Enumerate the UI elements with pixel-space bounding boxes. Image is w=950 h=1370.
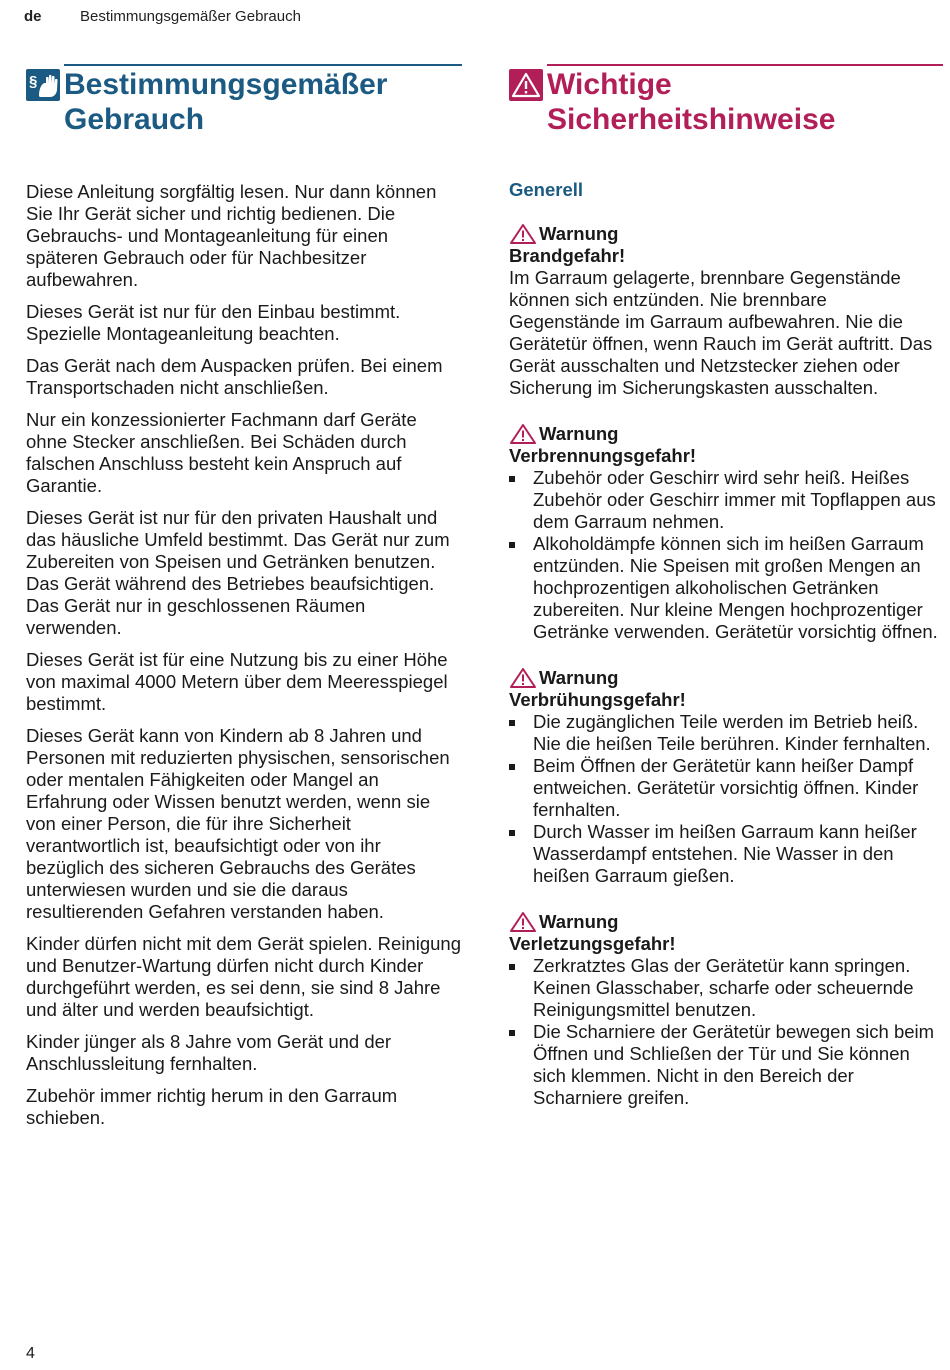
paragraph: Zubehör immer richtig herum in den Garraum schieben. — [26, 1085, 398, 1128]
safety-column — [509, 64, 943, 1109]
intended-use-heading — [26, 67, 462, 137]
hazard-label: Brandgefahr! — [509, 245, 626, 266]
warning-bullet-list — [509, 955, 943, 1109]
paragraph: Diese Anleitung sorgfältig lesen. Nur dann können Sie Ihr Gerät sicher und richtig bedienen. Die Gebrauchs- und Montageanleitung für einen späteren Gebrauch oder für Nachbesitzer aufbewahren. — [26, 181, 437, 290]
hazard-label: Verbrennungsgefahr! — [509, 445, 697, 466]
list-item: Die zugänglichen Teile werden im Betrieb heiß. Nie die heißen Teile berühren. Kinder fernhalten. — [509, 711, 943, 755]
language-label: de — [24, 8, 42, 25]
hazard-label: Verbrühungsgefahr! — [509, 689, 686, 710]
page-number: 4 — [26, 1345, 35, 1362]
general-subheading: Generell — [509, 179, 584, 200]
intended-use-title: Bestimmungsgemäßer Gebrauch — [64, 68, 388, 136]
paragraph: Nur ein konzessionierter Fachmann darf Geräte ohne Stecker anschließen. Bei Schäden durch falschen Anschluss besteht kein Anspruch auf Garantie. — [26, 409, 417, 496]
warning-triangle-icon — [509, 69, 543, 101]
warning-block-injury — [509, 911, 943, 1109]
safety-heading — [509, 67, 943, 137]
warning-block-fire — [509, 223, 943, 399]
heading-rule — [547, 64, 943, 66]
safety-title: Wichtige Sicherheitshinweise — [547, 68, 836, 136]
warning-block-scald — [509, 667, 943, 887]
list-item: Durch Wasser im heißen Garraum kann heißer Wasserdampf entstehen. Nie Wasser in den heißen Garraum gießen. — [509, 821, 943, 887]
paragraph-hand-icon — [26, 69, 60, 101]
list-item: Zubehör oder Geschirr wird sehr heiß. Heißes Zubehör oder Geschirr immer mit Topflappen aus dem Garraum nehmen. — [509, 467, 943, 533]
hazard-label: Verletzungsgefahr! — [509, 933, 676, 954]
warning-title: Warnung — [509, 911, 943, 933]
paragraph: Dieses Gerät kann von Kindern ab 8 Jahren und Personen mit reduzierten physischen, sensorischen oder mentalen Fähigkeiten oder Mangel an Erfahrung oder Wissen benutzt werden, wenn sie von einer Person, die für ihre Sicherheit verantwortlich ist, beaufsichtigt oder von ihr bezüglich des sicheren Gebrauchs des Gerätes unterwiesen wurden und sie die daraus resultierenden Gefahren verstanden haben. — [26, 725, 450, 922]
warning-triangle-icon — [509, 667, 537, 689]
page-header — [24, 8, 301, 25]
warning-title: Warnung — [509, 423, 943, 445]
warning-bullet-list — [509, 711, 943, 887]
heading-rule — [64, 64, 462, 66]
paragraph: Kinder jünger als 8 Jahre vom Gerät und der Anschlussleitung fernhalten. — [26, 1031, 392, 1074]
paragraph: Dieses Gerät ist nur für den Einbau bestimmt. Spezielle Montageanleitung beachten. — [26, 301, 401, 344]
paragraph: Kinder dürfen nicht mit dem Gerät spielen. Reinigung und Benutzer-Wartung dürfen nicht durch Kinder durchgeführt werden, es sei denn, sie sind 8 Jahre und älter und werden beaufsichtigt. — [26, 933, 461, 1020]
paragraph: Dieses Gerät ist für eine Nutzung bis zu einer Höhe von maximal 4000 Metern über dem Meeresspiegel bestimmt. — [26, 649, 448, 714]
warning-triangle-icon — [509, 223, 537, 245]
paragraph: Das Gerät nach dem Auspacken prüfen. Bei einem Transportschaden nicht anschließen. — [26, 355, 443, 398]
warning-title: Warnung — [509, 667, 943, 689]
list-item: Beim Öffnen der Gerätetür kann heißer Dampf entweichen. Gerätetür vorsichtig öffnen. Kinder fernhalten. — [509, 755, 943, 821]
warning-triangle-icon — [509, 423, 537, 445]
list-item: Die Scharniere der Gerätetür bewegen sich beim Öffnen und Schließen der Tür und Sie können sich klemmen. Nicht in den Bereich der Scharniere greifen. — [509, 1021, 943, 1109]
paragraph: Dieses Gerät ist nur für den privaten Haushalt und das häusliche Umfeld bestimmt. Das Gerät nur zum Zubereiten von Speisen und Getränken benutzen. Das Gerät während des Betriebes beaufsichtigen. Das Gerät nur in geschlossenen Räumen verwenden. — [26, 507, 450, 638]
warning-text: Im Garraum gelagerte, brennbare Gegenstände können sich entzünden. Nie brennbare Gegenstände im Garraum aufbewahren. Nie die Gerätetür öffnen, wenn Rauch im Gerät auftritt. Das Gerät ausschalten und Netzstecker ziehen oder Sicherung im Sicherungskasten ausschalten. — [509, 267, 933, 398]
warning-title: Warnung — [509, 223, 943, 245]
warning-block-burn — [509, 423, 943, 643]
list-item: Alkoholdämpfe können sich im heißen Garraum entzünden. Nie Speisen mit großen Mengen an hochprozentigen alkoholischen Getränken zubereiten. Nur kleine Mengen hochprozentiger Getränke verwenden. Gerätetür vorsichtig öffnen. — [509, 533, 943, 643]
list-item: Zerkratztes Glas der Gerätetür kann springen. Keinen Glasschaber, scharfe oder scheuernde Reinigungsmittel benutzen. — [509, 955, 943, 1021]
svg-text:§: § — [29, 73, 38, 90]
running-section-title: Bestimmungsgemäßer Gebrauch — [80, 8, 301, 25]
warning-triangle-icon — [509, 911, 537, 933]
intended-use-text — [26, 181, 462, 1129]
intended-use-column — [26, 64, 462, 1139]
warning-bullet-list — [509, 467, 943, 643]
